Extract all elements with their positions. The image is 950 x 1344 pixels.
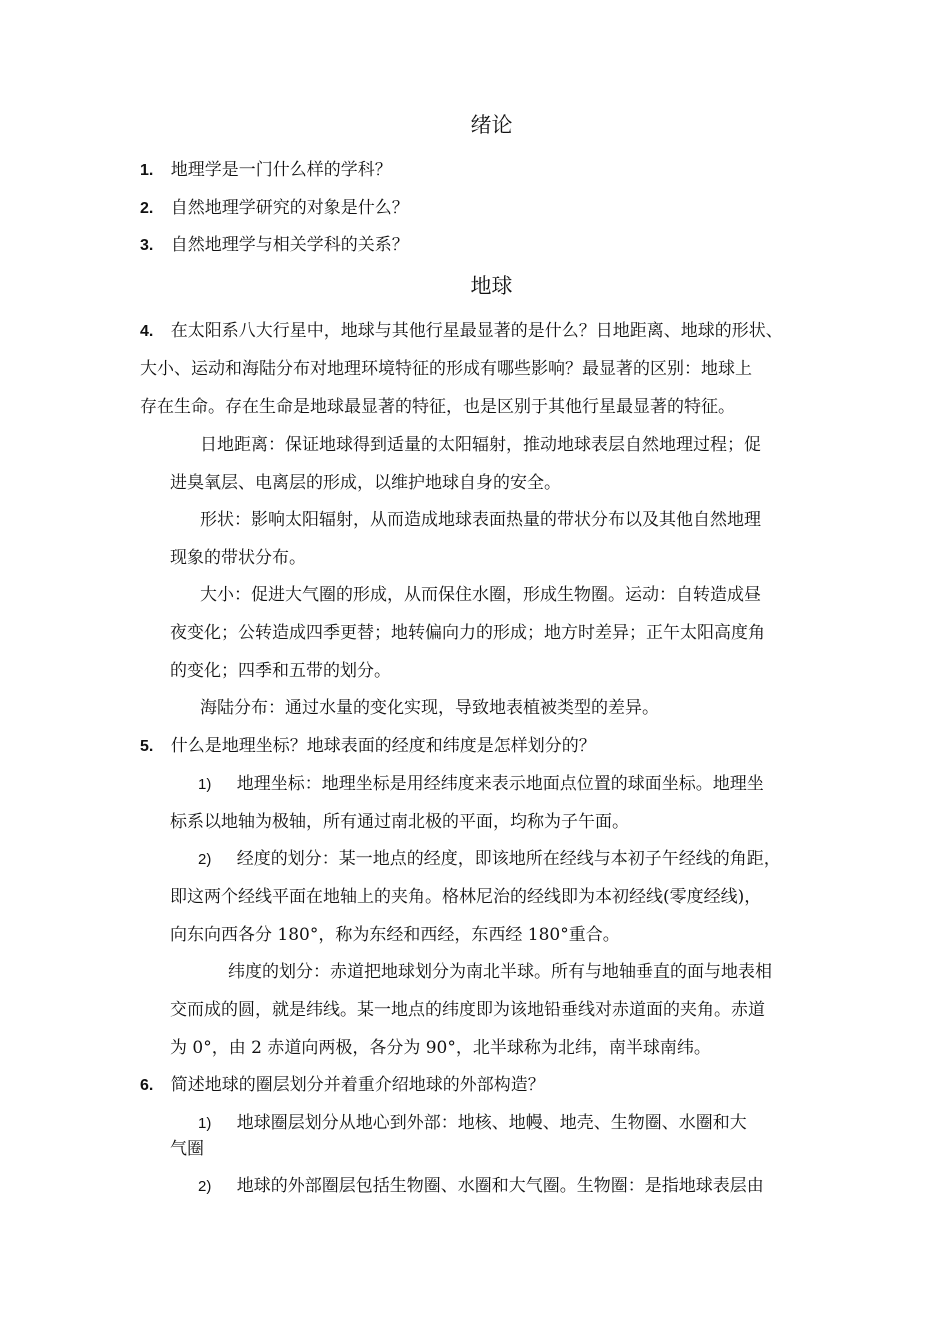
question-number: 1.	[140, 162, 154, 179]
subitem-text: 地球的外部圈层包括生物圈、水圈和大气圈。生物圈：是指地球表层由	[236, 1176, 764, 1196]
question-3	[140, 234, 409, 257]
paragraph-latitude-line: 为 0°，由 2 赤道向两极，各分为 90°，北半球称为北纬，南半球南纬。	[170, 1038, 711, 1058]
question-number: 2.	[140, 200, 154, 217]
question-2	[140, 197, 409, 220]
subitem-number: 1)	[198, 776, 212, 793]
paragraph-distance-line: 进臭氧层、电离层的形成，以维护地球自身的安全。	[170, 473, 561, 493]
subitem-text-line: 地理坐标：地理坐标是用经纬度来表示地面点位置的球面坐标。地理坐	[236, 774, 764, 794]
paragraph-latitude-line: 交而成的圆，就是纬线。某一地点的纬度即为该地铅垂线对赤道面的夹角。赤道	[170, 1000, 765, 1020]
subitem-1	[198, 773, 764, 796]
question-text: 自然地理学研究的对象是什么？	[170, 198, 409, 218]
subitem-2	[198, 1175, 764, 1198]
question-text: 简述地球的圈层划分并着重介绍地球的外部构造？	[170, 1075, 545, 1095]
question-text-line: 大小、运动和海陆分布对地理环境特征的形成有哪些影响？最显著的区别：地球上	[140, 359, 752, 379]
question-5	[140, 735, 596, 758]
subitem-1	[198, 1112, 747, 1135]
section-title-intro: 绪论	[470, 113, 513, 137]
paragraph-shape-line: 形状：影响太阳辐射，从而造成地球表面热量的带状分布以及其他自然地理	[200, 510, 761, 530]
question-text: 什么是地理坐标？地球表面的经度和纬度是怎样划分的？	[170, 736, 596, 756]
question-text: 地理学是一门什么样的学科？	[170, 160, 392, 180]
question-number: 5.	[140, 738, 154, 755]
section-title-earth: 地球	[470, 274, 513, 298]
question-4	[140, 320, 783, 343]
question-number: 3.	[140, 237, 154, 254]
paragraph-latitude-line: 纬度的划分：赤道把地球划分为南北半球。所有与地轴垂直的面与地表相	[228, 962, 772, 982]
question-number: 4.	[140, 323, 154, 340]
subitem-text-line: 地球圈层划分从地心到外部：地核、地幔、地壳、生物圈、水圈和大	[236, 1113, 747, 1133]
subitem-text-line: 标系以地轴为极轴，所有通过南北极的平面，均称为子午面。	[170, 812, 629, 832]
subitem-2	[198, 848, 781, 871]
paragraph-land-sea: 海陆分布：通过水量的变化实现，导致地表植被类型的差异。	[200, 698, 659, 718]
subitem-text-line: 经度的划分：某一地点的经度，即该地所在经线与本初子午经线的角距，	[236, 849, 781, 869]
subitem-text-line: 向东向西各分 180°，称为东经和西经，东西经 180°重合。	[170, 925, 620, 945]
question-text: 自然地理学与相关学科的关系？	[170, 235, 409, 255]
paragraph-shape-line: 现象的带状分布。	[170, 548, 306, 568]
question-6	[140, 1074, 545, 1097]
paragraph-size-line: 夜变化；公转造成四季更替；地转偏向力的形成；地方时差异；正午太阳高度角	[170, 623, 765, 643]
paragraph-size-line: 大小：促进大气圈的形成，从而保住水圈，形成生物圈。运动：自转造成昼	[200, 585, 761, 605]
question-number: 6.	[140, 1077, 154, 1094]
question-text-line: 在太阳系八大行星中，地球与其他行星最显著的是什么？日地距离、地球的形状、	[170, 321, 783, 341]
paragraph-size-line: 的变化；四季和五带的划分。	[170, 661, 391, 681]
question-text-line: 存在生命。存在生命是地球最显著的特征，也是区别于其他行星最显著的特征。	[140, 397, 735, 417]
subitem-text-line: 即这两个经线平面在地轴上的夹角。格林尼治的经线即为本初经线(零度经线)，	[170, 887, 762, 907]
subitem-number: 2)	[198, 1178, 212, 1195]
subitem-number: 2)	[198, 851, 212, 868]
question-1	[140, 159, 392, 182]
subitem-text-line: 气圈	[170, 1139, 204, 1159]
subitem-number: 1)	[198, 1115, 212, 1132]
paragraph-distance-line: 日地距离：保证地球得到适量的太阳辐射，推动地球表层自然地理过程；促	[200, 435, 761, 455]
